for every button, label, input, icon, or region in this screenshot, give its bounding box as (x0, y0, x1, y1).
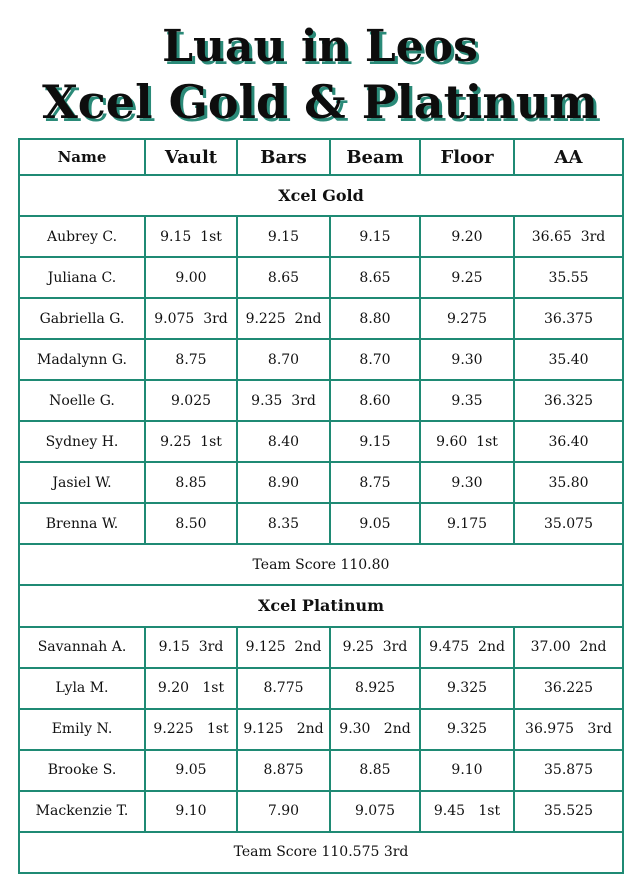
cell-aa: 37.00 2nd (514, 627, 623, 668)
cell-aa: 36.375 (514, 298, 623, 339)
cell-name: Noelle G. (19, 380, 145, 421)
column-header-name: Name (19, 139, 145, 175)
cell-floor: 9.175 (420, 503, 514, 544)
team-score: Team Score 110.80 (19, 544, 623, 585)
cell-aa: 35.875 (514, 750, 623, 791)
table-row (19, 750, 623, 791)
cell-beam: 8.75 (330, 462, 420, 503)
cell-vault: 8.85 (145, 462, 237, 503)
cell-vault: 9.025 (145, 380, 237, 421)
cell-name: Sydney H. (19, 421, 145, 462)
cell-bars: 8.775 (237, 668, 330, 709)
cell-name: Jasiel W. (19, 462, 145, 503)
team-score-row (19, 544, 623, 585)
header-row (19, 139, 623, 175)
cell-aa: 35.80 (514, 462, 623, 503)
table-row (19, 339, 623, 380)
cell-bars: 9.225 2nd (237, 298, 330, 339)
cell-floor: 9.275 (420, 298, 514, 339)
cell-aa: 36.65 3rd (514, 216, 623, 257)
cell-beam: 8.85 (330, 750, 420, 791)
cell-bars: 8.70 (237, 339, 330, 380)
cell-aa: 36.40 (514, 421, 623, 462)
cell-aa: 35.55 (514, 257, 623, 298)
section-row (19, 175, 623, 216)
cell-aa: 36.225 (514, 668, 623, 709)
section-label: Xcel Platinum (19, 585, 623, 626)
cell-vault: 9.05 (145, 750, 237, 791)
cell-floor: 9.25 (420, 257, 514, 298)
cell-aa: 35.075 (514, 503, 623, 544)
cell-beam: 9.05 (330, 503, 420, 544)
cell-bars: 8.90 (237, 462, 330, 503)
table-row (19, 298, 623, 339)
cell-bars: 8.875 (237, 750, 330, 791)
column-header-beam: Beam (330, 139, 420, 175)
section-label: Xcel Gold (19, 175, 623, 216)
cell-floor: 9.475 2nd (420, 627, 514, 668)
cell-name: Mackenzie T. (19, 791, 145, 832)
cell-floor: 9.45 1st (420, 791, 514, 832)
cell-bars: 9.35 3rd (237, 380, 330, 421)
table-row (19, 462, 623, 503)
cell-vault: 9.075 3rd (145, 298, 237, 339)
cell-vault: 9.25 1st (145, 421, 237, 462)
cell-name: Savannah A. (19, 627, 145, 668)
cell-floor: 9.60 1st (420, 421, 514, 462)
table-row (19, 380, 623, 421)
cell-vault: 8.50 (145, 503, 237, 544)
cell-floor: 9.30 (420, 462, 514, 503)
table-row (19, 503, 623, 544)
column-header-bars: Bars (237, 139, 330, 175)
table-row (19, 257, 623, 298)
cell-aa: 36.325 (514, 380, 623, 421)
cell-floor: 9.35 (420, 380, 514, 421)
results-table (18, 138, 624, 874)
cell-name: Madalynn G. (19, 339, 145, 380)
cell-aa: 35.40 (514, 339, 623, 380)
cell-name: Lyla M. (19, 668, 145, 709)
page-title: Luau in Leos (162, 21, 478, 72)
cell-beam: 9.15 (330, 216, 420, 257)
cell-vault: 9.00 (145, 257, 237, 298)
cell-floor: 9.325 (420, 668, 514, 709)
cell-bars: 7.90 (237, 791, 330, 832)
cell-name: Emily N. (19, 709, 145, 750)
table-row (19, 668, 623, 709)
cell-bars: 8.65 (237, 257, 330, 298)
column-header-aa: AA (514, 139, 623, 175)
cell-floor: 9.20 (420, 216, 514, 257)
column-header-floor: Floor (420, 139, 514, 175)
cell-name: Brenna W. (19, 503, 145, 544)
team-score: Team Score 110.575 3rd (19, 832, 623, 873)
cell-beam: 8.925 (330, 668, 420, 709)
cell-beam: 8.65 (330, 257, 420, 298)
cell-name: Gabriella G. (19, 298, 145, 339)
cell-bars: 9.15 (237, 216, 330, 257)
section-row (19, 585, 623, 626)
cell-vault: 9.10 (145, 791, 237, 832)
table-row (19, 421, 623, 462)
cell-vault: 9.225 1st (145, 709, 237, 750)
cell-vault: 9.15 1st (145, 216, 237, 257)
cell-beam: 9.075 (330, 791, 420, 832)
cell-beam: 9.25 3rd (330, 627, 420, 668)
cell-floor: 9.30 (420, 339, 514, 380)
cell-aa: 36.975 3rd (514, 709, 623, 750)
cell-beam: 9.30 2nd (330, 709, 420, 750)
cell-vault: 8.75 (145, 339, 237, 380)
cell-vault: 9.20 1st (145, 668, 237, 709)
cell-bars: 8.35 (237, 503, 330, 544)
table-row (19, 709, 623, 750)
cell-floor: 9.325 (420, 709, 514, 750)
column-header-vault: Vault (145, 139, 237, 175)
table-row (19, 216, 623, 257)
cell-name: Aubrey C. (19, 216, 145, 257)
cell-bars: 9.125 2nd (237, 627, 330, 668)
cell-name: Juliana C. (19, 257, 145, 298)
team-score-row (19, 832, 623, 873)
cell-beam: 8.70 (330, 339, 420, 380)
table-row (19, 627, 623, 668)
cell-beam: 8.80 (330, 298, 420, 339)
cell-vault: 9.15 3rd (145, 627, 237, 668)
cell-beam: 8.60 (330, 380, 420, 421)
cell-floor: 9.10 (420, 750, 514, 791)
cell-bars: 9.125 2nd (237, 709, 330, 750)
table-row (19, 791, 623, 832)
page-subtitle: Xcel Gold & Platinum (42, 75, 598, 129)
cell-bars: 8.40 (237, 421, 330, 462)
cell-beam: 9.15 (330, 421, 420, 462)
cell-aa: 35.525 (514, 791, 623, 832)
cell-name: Brooke S. (19, 750, 145, 791)
